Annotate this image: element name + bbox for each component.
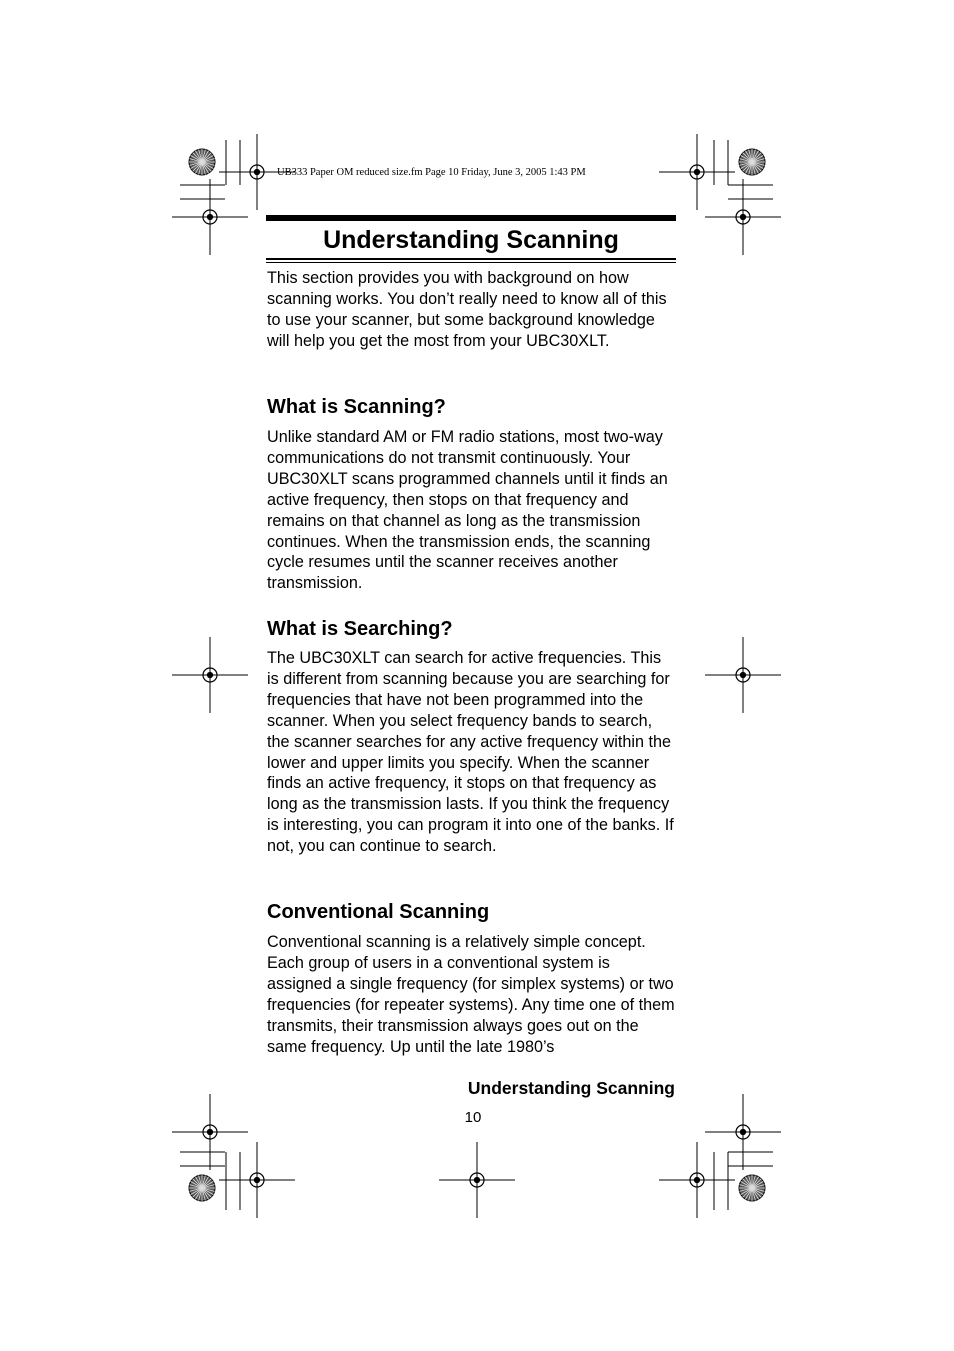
footer-section-title: Understanding Scanning [467,1078,675,1098]
registration-mark-icon [705,1094,781,1170]
registration-mark-icon [659,1142,735,1218]
starburst-icon [739,149,765,175]
paragraph-text: Conventional scanning is a relatively simple concept. Each group of users in a conventional system is assigned a single frequency (for simplex systems) or two frequencies (for repeater systems). Any time one of them transmits, their transmission always goes out on the same frequency. Up until the late 1980’s [267,933,675,1056]
section-heading-conventional-scanning: Conventional Scanning [267,901,490,923]
registration-mark-icon [705,637,781,713]
registration-mark-icon [219,1142,295,1218]
registration-mark-icon [172,179,248,255]
registration-mark-icon [659,134,735,210]
section-body-what-is-scanning [267,427,677,594]
title-rule-bottom-thin [266,262,676,263]
section-body-what-is-searching [267,648,677,857]
section-heading-what-is-scanning: What is Scanning? [267,396,446,418]
page-number: 10 [464,1109,482,1126]
registration-mark-icon [705,179,781,255]
file-info-header: UB333 Paper OM reduced size.fm Page 10 Friday, June 3, 2005 1:43 PM [277,167,586,178]
section-heading-what-is-searching: What is Searching? [267,618,453,640]
starburst-icon [739,1175,765,1201]
paragraph-text: The UBC30XLT can search for active frequencies. This is different from scanning because you are searching for frequencies that have not been programmed into the scanner. When you select frequency bands to search, the scanner searches for any active frequency within the lower and upper limits you specify. When the scanner finds an active frequency, it stops on that frequency as long as the transmission lasts. If you think the frequency is interesting, you can program it into one of the banks. If not, you can continue to search. [267,649,674,856]
registration-mark-icon [439,1142,515,1218]
starburst-icon [189,1175,215,1201]
starburst-icon [189,149,215,175]
intro-paragraph [267,268,677,352]
title-rule-top [266,215,676,221]
intro-text: This section provides you with background on how scanning works. You don’t really need to know all of this to use your scanner, but some background knowledge will help you get the most from your UBC30XLT. [267,269,667,350]
paragraph-text: Unlike standard AM or FM radio stations, most two-way communications do not transmit continuously. Your UBC30XLT scans programmed channels until it finds an active frequency, then stops on that frequency and remains on that channel as long as the transmission continues. When the transmission ends, the scanning cycle resumes until the scanner receives another transmission. [267,428,668,593]
registration-mark-icon [172,1094,248,1170]
title-rule-bottom [266,258,676,260]
section-body-conventional-scanning [267,932,677,1057]
registration-mark-icon [172,637,248,713]
page-title: Understanding Scanning [323,226,619,254]
